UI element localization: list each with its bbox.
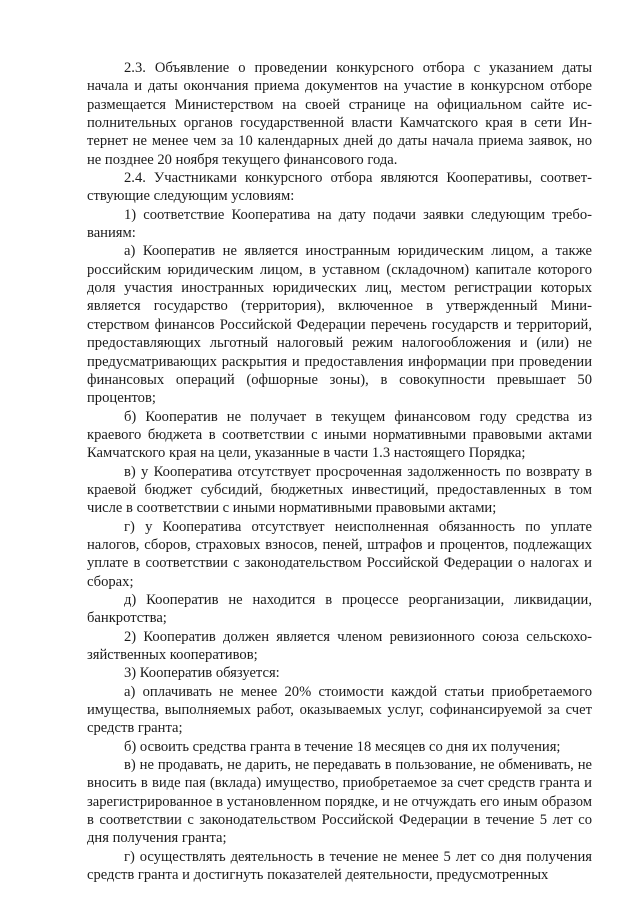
- paragraph-2-4: 2.4. Участниками конкурсного отбора являются Кооперативы, соответствующие следующим условиям:: [87, 170, 592, 205]
- document-body: [87, 59, 592, 884]
- paragraph-condition-2: 2) Кооператив должен является членом ревизионного союза сельскохозяйственных кооперативов;: [87, 628, 592, 663]
- paragraph-condition-3g: г) осуществлять деятельность в течение не менее 5 лет со дня получения средств гранта и достигнуть показателей деятельности, предусмотренных: [87, 848, 592, 884]
- paragraph-condition-3: 3) Кооператив обязуется:: [124, 665, 280, 682]
- paragraph-condition-3v: в) не продавать, не дарить, не передавать в пользование, не обменивать, не вносить в виде пая (вклада) имущество, приобретаемое за счет средств гранта и зарегистрированное в установленном порядке, и не отчуждать его иным образом в соответствии с законодательством Российской Федерации в течение 5 лет со дня получения гранта;: [87, 757, 592, 847]
- paragraph-condition-1: 1) соответствие Кооператива на дату подачи заявки следующим требованиям:: [87, 206, 592, 242]
- paragraph-condition-1a: а) Кооператив не является иностранным юридическим лицом, а также российским юридическим лицом, в уставном (складочном) капитале которого доля участия иностранных юридических лиц, местом регистрации которых является государство (территория), включенное в утвержденный Министерством финансов Российской Федерации перечень государств и территорий, предоставляющих льготный налоговый режим налогообложения и (или) не предусматривающих раскрытия и предоставления информации при проведении финансовых операций (офшорные зоны), в совокупности превышает 50 процентов;: [87, 243, 592, 407]
- paragraph-2-3: 2.3. Объявление о проведении конкурсного отбора с указанием даты начала и даты окончания приема документов на участие в конкурсном отборе размещается Министерством на своей странице на официальном сайте исполнительных органов государственной власти Камчатского края в сети Интернет не менее чем за 10 календарных дней до даты начала приема заявок, но не позднее 20 ноября текущего финансового года.: [87, 60, 592, 168]
- paragraph-condition-1b: б) Кооператив не получает в текущем финансовом году средства из краевого бюджета в соответствии с иными нормативными правовыми актами Камчатского края на цели, указанные в части 1.3 настоящего Порядка;: [87, 408, 592, 462]
- paragraph-condition-3b: б) освоить средства гранта в течение 18 месяцев со дня их получения;: [124, 738, 561, 755]
- paragraph-condition-1g: г) у Кооператива отсутствует неисполненная обязанность по уплате налогов, сборов, страховых взносов, пеней, штрафов и процентов, подлежащих уплате в соответствии с законодательством Российской Федерации о налогах и сборах;: [87, 518, 592, 590]
- paragraph-condition-1v: в) у Кооператива отсутствует просроченная задолженность по возврату в краевой бюджет субсидий, бюджетных инвестиций, предоставленных в том числе в соответствии с иными нормативными правовыми актами;: [87, 463, 592, 517]
- paragraph-condition-1d: д) Кооператив не находится в процессе реорганизации, ликвидации, банкротства;: [87, 591, 592, 627]
- paragraph-condition-3a: а) оплачивать не менее 20% стоимости каждой статьи приобретаемого имущества, выполняемых работ, оказываемых услуг, софинансируемой за счет средств гранта;: [87, 683, 592, 737]
